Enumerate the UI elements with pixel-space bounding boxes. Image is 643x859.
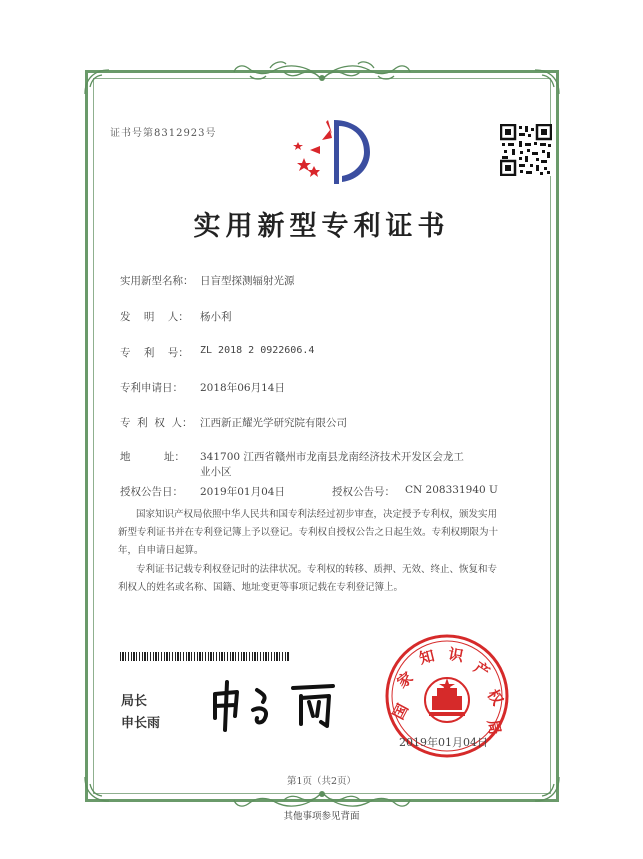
field-label-patent-number [120,345,189,360]
corner-ornament-top-left [82,67,112,97]
field-label-grant-number: 授权公告号： [332,486,395,498]
paragraph-2-line-1: 专利证书记载专利权登记时的法律状况。专利权的转移、质押、无效、终止、恢复和专 [136,564,498,575]
field-label-inventor-text: 发 明 人： [120,311,189,323]
field-label-utility-model-name: 实用新型名称： [120,275,194,287]
certificate-title: 实用新型专利证书 [193,211,450,242]
svg-text:国: 国 [389,700,413,723]
top-ornament [230,58,415,86]
field-value-application-date: 2018年06月14日 [200,382,285,394]
page-number: 第1页（共2页） [286,776,357,787]
field-value-address: 341700 江西省赣州市龙南县龙南经济技术开发区会龙工 [200,451,464,463]
paragraph-1-line-2: 新型专利证书并在专利登记簿上予以登记。专利权自授权公告之日起生效。专利权期限为十 [118,527,499,538]
signature-name: 申长雨 [121,716,161,731]
field-label-inventor [120,309,189,324]
corner-ornament-top-right [532,67,562,97]
svg-text:产: 产 [470,658,494,682]
field-label-patentee-text: 专 利 权 人： [120,417,193,429]
paragraph-2-line-2: 利权人的姓名或名称、国籍、地址变更等事项记载在专利登记簿上。 [118,582,404,593]
paragraph-1-line-3: 年，自申请日起算。 [118,545,204,556]
qr-code [500,124,552,176]
field-label-patent-number-text: 专 利 号： [120,347,189,359]
svg-text:局: 局 [483,718,505,737]
field-label-application-date: 专利申请日： [120,382,183,394]
field-label-address [120,449,185,464]
field-value-inventor: 杨小利 [200,311,232,323]
handwritten-signature [205,676,350,734]
patent-office-logo [292,112,374,192]
svg-text:识: 识 [446,644,465,666]
field-value-patentee: 江西新正耀光学研究院有限公司 [200,417,347,429]
barcode [120,652,290,661]
certificate-number: 证书号第8312923号 [110,128,217,139]
field-label-patentee [120,415,193,430]
field-value-grant-date: 2019年01月04日 [200,486,285,498]
field-label-address-text: 地 址： [120,451,185,463]
footer-note: 其他事项参见背面 [283,811,360,822]
seal-date: 2019年01月04日 [399,736,488,749]
field-value-address-line2: 业小区 [200,466,232,478]
field-value-grant-number: CN 208331940 U [405,484,498,496]
paragraph-1-line-1: 国家知识产权局依照中华人民共和国专利法经过初步审查，决定授予专利权，颁发实用 [136,509,498,520]
signature-title: 局长 [121,694,148,709]
svg-text:家: 家 [393,668,417,692]
field-label-grant-date: 授权公告日： [120,486,183,498]
field-value-patent-number: ZL 2018 2 0922606.4 [200,345,315,356]
svg-text:知: 知 [417,646,437,668]
svg-text:权: 权 [483,686,507,709]
field-value-utility-model-name: 日盲型探测辐射光源 [200,275,295,287]
